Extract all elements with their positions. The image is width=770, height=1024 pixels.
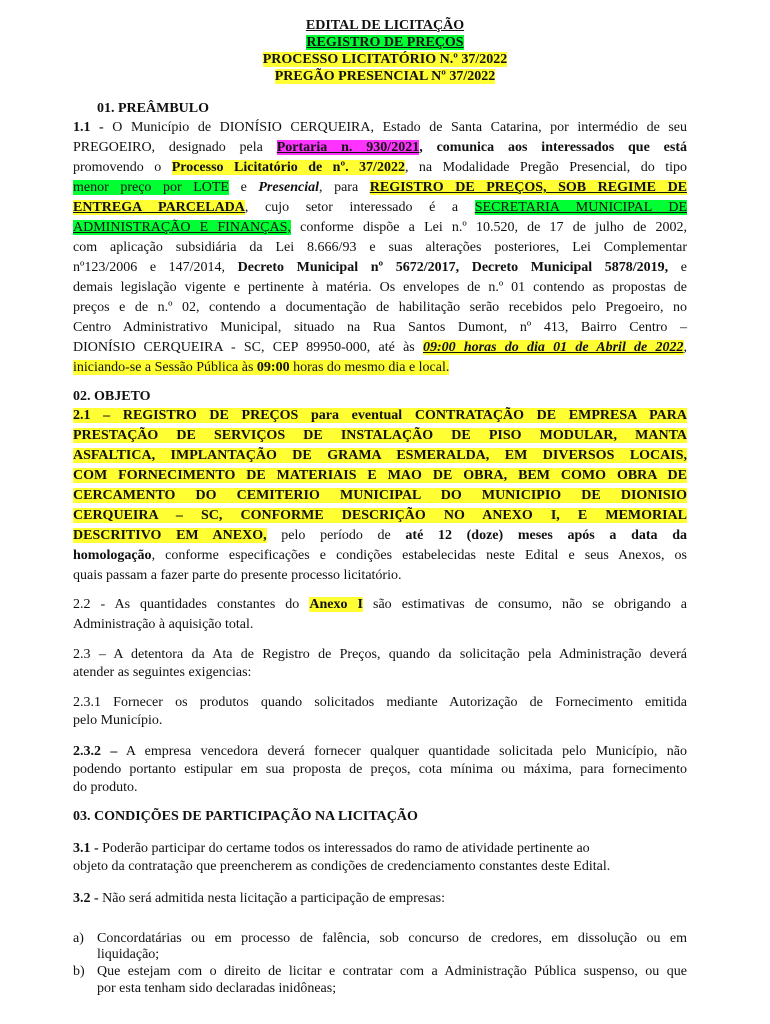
objeto-line: homologação, conforme especificações e condições estabelecidas neste Edital e seus Anexos, os <box>73 548 687 563</box>
doc-pregao: PREGÃO PRESENCIAL Nº 37/2022 <box>274 69 496 84</box>
paragraph-2-3: 2.3 – A detentora da Ata de Registro de Preços, quando da solicitação pela Administração deverá <box>73 647 687 662</box>
paragraph-2-2: 2.2 - As quantidades constantes do Anexo I são estimativas de consumo, não se obrigando a <box>73 597 688 612</box>
paragraph-2-3-2: do produto. <box>73 780 138 795</box>
preambulo-line: Centro Administrativo Municipal, situado na Rua Santos Dumont, nº 413, Bairro Centro – <box>73 320 687 335</box>
preambulo-line: preços e de n.º 02, contendo a documentação de habilitação serão recebidos pelo Pregoeiro, no <box>73 300 687 315</box>
section-heading-preambulo: 01. PREÂMBULO <box>97 101 209 116</box>
doc-title: EDITAL DE LICITAÇÃO <box>305 18 465 33</box>
preambulo-line: PREGOEIRO, designado pela Portaria n. 930/2021, comunica aos interessados que está <box>73 140 687 155</box>
objeto-line: quais passam a fazer parte do presente processo licitatório. <box>73 568 402 583</box>
objeto-line: CERCAMENTO DO CEMITERIO MUNICIPAL DO MUNICIPIO DE DIONISIO <box>73 488 687 503</box>
section-heading-objeto: 02. OBJETO <box>73 389 151 404</box>
preambulo-line: com aplicação subsidiária da Lei 8.666/93 e suas alterações posteriores, Lei Complementar <box>73 240 687 255</box>
doc-processo: PROCESSO LICITATÓRIO N.º 37/2022 <box>262 52 508 67</box>
preambulo-line: iniciando-se a Sessão Pública às 09:00 horas do mesmo dia e local. <box>73 360 450 375</box>
list-item: por esta tenham sido declaradas inidôneas; <box>97 981 337 996</box>
preambulo-line: DIONÍSIO CERQUEIRA - SC, CEP 89950-000, até às 09:00 horas do dia 01 de Abril de 2022, <box>73 340 687 355</box>
objeto-line: 2.1 – REGISTRO DE PREÇOS para eventual CONTRATAÇÃO DE EMPRESA PARA <box>73 408 687 423</box>
preambulo-line: ENTREGA PARCELADA, cujo setor interessado é a SECRETARIA MUNICIPAL DE <box>73 200 688 215</box>
section-heading-condicoes: 03. CONDIÇÕES DE PARTICIPAÇÃO NA LICITAÇÃO <box>73 809 418 824</box>
list-item-marker: a) <box>73 931 84 946</box>
preambulo-line: promovendo o Processo Licitatório de nº. 37/2022, na Modalidade Pregão Presencial, do tipo <box>73 160 687 175</box>
preambulo-line: ADMINISTRAÇÃO E FINANÇAS, conforme dispõe a Lei n.º 10.520, de 17 de julho de 2002, <box>73 220 688 235</box>
paragraph-3-1: objeto da contratação que preencherem as condições de credenciamento constantes deste Edital. <box>73 859 611 874</box>
preambulo-line: nº123/2006 e 147/2014, Decreto Municipal nº 5672/2017, Decreto Municipal 5878/2019, e <box>73 260 687 275</box>
objeto-line: ASFALTICA, IMPLANTAÇÃO DE GRAMA ESMERALDA, EM DIVERSOS LOCAIS, <box>73 448 687 463</box>
paragraph-3-2: 3.2 - Não será admitida nesta licitação a participação de empresas: <box>73 891 446 906</box>
preambulo-line: 1.1 - O Município de DIONÍSIO CERQUEIRA, Estado de Santa Catarina, por intermédio de seu <box>73 120 688 135</box>
paragraph-2-3-2: 2.3.2 – A empresa vencedora deverá fornecer qualquer quantidade solicitada pelo Município, não <box>73 744 687 759</box>
doc-subtitle-registro: REGISTRO DE PREÇOS <box>306 35 464 50</box>
paragraph-2-3-1: 2.3.1 Fornecer os produtos quando solicitados mediante Autorização de Fornecimento emitida <box>73 695 687 710</box>
paragraph-2-3-2: podendo portanto estipular em sua proposta de preços, cota mínima ou máxima, para fornecimento <box>73 762 687 777</box>
objeto-line: COM FORNECIMENTO DE MATERIAIS E MAO DE OBRA, BEM COMO OBRA DE <box>73 468 687 483</box>
paragraph-3-1: 3.1 - Poderão participar do certame todos os interessados do ramo de atividade pertinente ao <box>73 841 590 856</box>
preambulo-line: menor preço por LOTE e Presencial, para REGISTRO DE PREÇOS, SOB REGIME DE <box>73 180 688 195</box>
objeto-line: CERQUEIRA – SC, CONFORME DESCRIÇÃO NO ANEXO I, E MEMORIAL <box>73 508 687 523</box>
list-item-marker: b) <box>73 964 85 979</box>
list-item: Que estejam com o direito de licitar e contratar com a Administração Pública suspenso, ou que <box>97 964 687 979</box>
preambulo-line: demais legislação vigente e pertinente à matéria. Os envelopes de n.º 01 contendo as propostas de <box>73 280 687 295</box>
paragraph-2-3: atender as seguintes exigencias: <box>73 665 252 680</box>
objeto-line: PRESTAÇÃO DE SERVIÇOS DE INSTALAÇÃO DE PISO MODULAR, MANTA <box>73 428 687 443</box>
objeto-line: DESCRITIVO EM ANEXO, pelo período de até 12 (doze) meses após a data da <box>73 528 688 543</box>
list-item: Concordatárias ou em processo de falência, sob concurso de credores, em dissolução ou em <box>97 931 687 946</box>
paragraph-2-3-1: pelo Município. <box>73 713 163 728</box>
list-item: liquidação; <box>97 947 160 962</box>
paragraph-2-2: Administração à aquisição total. <box>73 617 254 632</box>
